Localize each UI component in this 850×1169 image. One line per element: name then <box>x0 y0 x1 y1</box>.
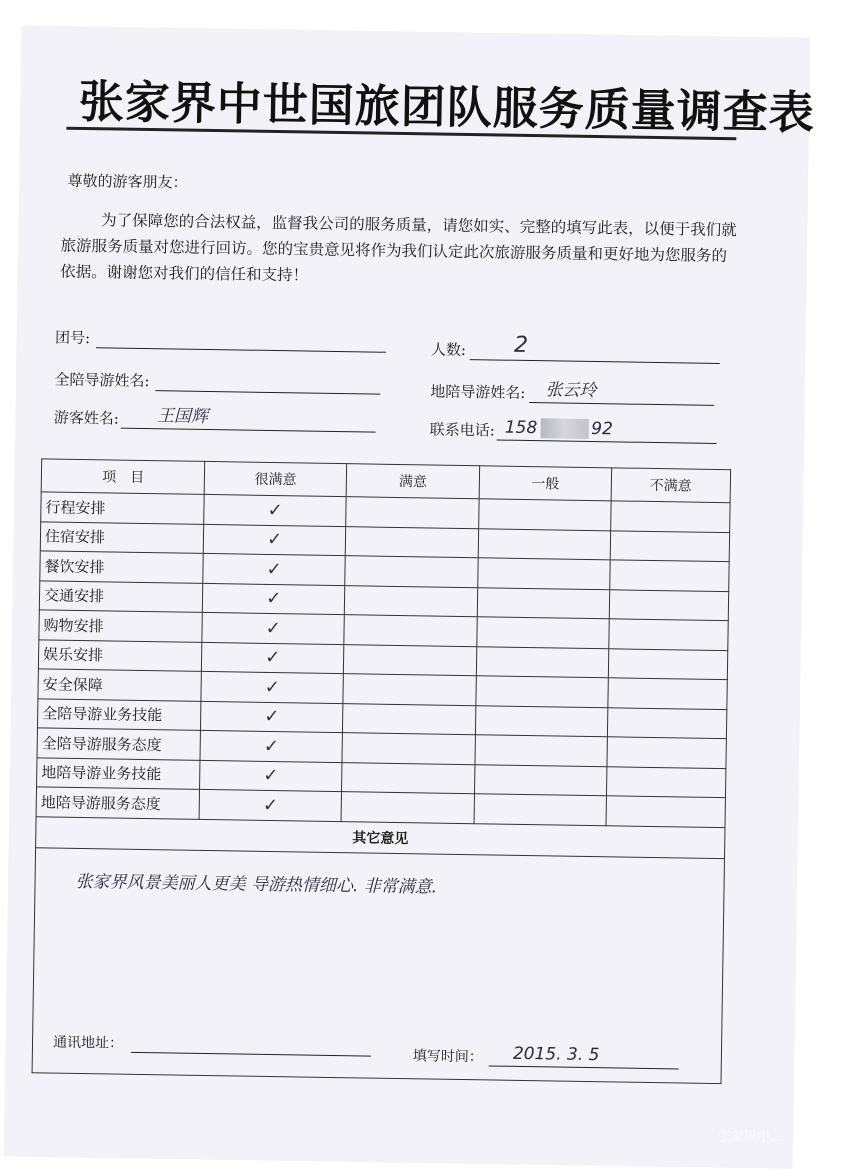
table-row: 购物安排 ✓ <box>39 610 728 650</box>
local-guide-field[interactable]: 地陪导游姓名: 张云玲 <box>430 378 714 405</box>
table-row: 餐饮安排 ✓ <box>40 551 729 591</box>
check-mark-icon[interactable]: ✓ <box>200 760 342 792</box>
intro-paragraph: 为了保障您的合法权益，监督我公司的服务质量，请您如实、完整的填写此表，以便于我们就旅游服务质量对您进行回访。您的宝贵意见将作为我们认定此次旅游服务质量和更好地为您服务的依据。谢谢您对我们的信任和支持！ <box>60 211 737 285</box>
watermark: 张家界中... <box>718 1130 783 1145</box>
other-opinions-body-row <box>32 847 724 1083</box>
col-header-unsatisfied: 不满意 <box>611 468 731 503</box>
address-field[interactable]: 通讯地址： <box>53 1030 371 1056</box>
headcount-field[interactable]: 人数: 2 <box>431 336 720 364</box>
table-row: 住宿安排 ✓ <box>40 521 729 561</box>
check-mark-icon[interactable]: ✓ <box>201 701 343 733</box>
check-mark-icon[interactable]: ✓ <box>203 583 345 615</box>
check-mark-icon[interactable]: ✓ <box>200 730 342 762</box>
address-input[interactable] <box>131 1031 371 1056</box>
table-row: 地陪导游业务技能 ✓ <box>37 757 726 797</box>
tourist-name-field[interactable]: 游客姓名: 王国辉 <box>54 405 376 433</box>
col-header-item: 项 目 <box>41 459 205 495</box>
check-mark-icon[interactable]: ✓ <box>204 494 346 526</box>
table-row: 行程安排 ✓ <box>41 492 730 532</box>
group-no-input[interactable] <box>96 325 386 353</box>
check-mark-icon[interactable]: ✓ <box>202 612 344 644</box>
check-mark-icon[interactable]: ✓ <box>201 671 343 703</box>
table-row: 交通安排 ✓ <box>39 580 728 620</box>
col-header-satisfied: 满意 <box>346 464 480 499</box>
table-row: 全陪导游业务技能 ✓ <box>37 698 726 738</box>
col-header-very-satisfied: 很满意 <box>205 461 347 496</box>
survey-form-paper <box>4 26 816 1168</box>
check-mark-icon[interactable]: ✓ <box>203 553 345 585</box>
date-field[interactable]: 填写时间： 2015. 3. 5 <box>413 1042 679 1069</box>
form-title: 张家界中世国旅团队服务质量调查表 <box>78 74 816 140</box>
greeting: 尊敬的游客朋友： <box>67 171 188 192</box>
group-no-field[interactable]: 团号: <box>55 325 386 353</box>
phone-field[interactable]: 联系电话: 158 92 <box>430 416 717 444</box>
table-row: 全陪导游服务态度 ✓ <box>37 728 726 768</box>
table-row: 娱乐安排 ✓ <box>38 639 727 679</box>
national-guide-input[interactable] <box>155 368 380 395</box>
check-mark-icon[interactable]: ✓ <box>204 524 346 556</box>
headcount-input[interactable]: 2 <box>470 337 720 364</box>
redacted-digits <box>540 418 588 439</box>
phone-input[interactable]: 158 92 <box>497 418 717 444</box>
check-mark-icon[interactable]: ✓ <box>200 789 342 821</box>
date-input[interactable]: 2015. 3. 5 <box>489 1043 679 1069</box>
col-header-average: 一般 <box>479 466 611 501</box>
tourist-name-input[interactable]: 王国辉 <box>121 406 376 433</box>
national-guide-field[interactable]: 全陪导游姓名: <box>54 367 380 395</box>
other-opinions-text: 张家界风景美丽人更美 导游热情细心. 非常满意. <box>75 871 438 898</box>
local-guide-input[interactable]: 张云玲 <box>529 380 714 406</box>
other-opinions-label: 其它意见 <box>36 816 725 858</box>
table-row: 地陪导游服务态度 ✓ <box>36 787 725 827</box>
table-row: 安全保障 ✓ <box>38 669 727 709</box>
check-mark-icon[interactable]: ✓ <box>202 642 344 674</box>
rating-table <box>32 458 732 1083</box>
other-opinions-textarea[interactable] <box>32 847 724 1083</box>
